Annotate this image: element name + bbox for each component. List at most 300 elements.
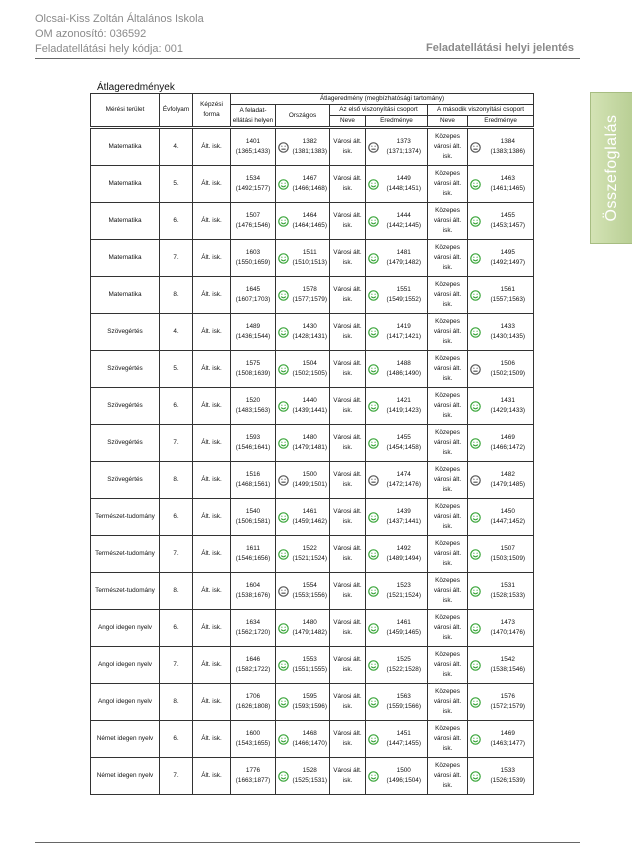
cell-group2-result xyxy=(483,277,534,314)
col-header-group2-result: Eredménye xyxy=(468,116,534,128)
cell-group1-name: Városi ált. isk. xyxy=(330,314,366,351)
site-value: 1489 xyxy=(245,323,261,330)
cell-group1-name: Városi ált. isk. xyxy=(330,499,366,536)
report-title: Feladatellátási helyi jelentés xyxy=(426,42,574,54)
national-comparison-icon xyxy=(276,166,291,203)
section-title: Átlageredmények xyxy=(97,82,175,93)
group1-interval: (1417;1421) xyxy=(386,333,421,340)
cell-site-result xyxy=(231,128,276,166)
group1-comparison-icon xyxy=(366,277,381,314)
site-value: 1603 xyxy=(245,249,261,256)
cell-grade: 7. xyxy=(160,240,193,277)
group1-comparison-icon xyxy=(366,314,381,351)
cell-group1-result xyxy=(381,351,428,388)
cell-form: Ált. isk. xyxy=(193,203,231,240)
cell-group1-name: Városi ált. isk. xyxy=(330,462,366,499)
cell-grade: 4. xyxy=(160,314,193,351)
site-interval: (1546;1641) xyxy=(235,444,271,451)
national-value: 1553 xyxy=(302,656,317,663)
group2-interval: (1453;1457) xyxy=(490,222,526,229)
cell-site-result xyxy=(231,536,276,573)
site-value: 1600 xyxy=(245,730,261,737)
cell-group1-name: Városi ált. isk. xyxy=(330,203,366,240)
cell-form: Ált. isk. xyxy=(193,425,231,462)
group1-comparison-icon xyxy=(366,203,381,240)
cell-grade: 7. xyxy=(160,647,193,684)
group1-value: 1492 xyxy=(396,545,411,552)
site-value: 1776 xyxy=(245,767,261,774)
group2-interval: (1557;1563) xyxy=(490,296,526,303)
col-header-site: A feladat-ellátási helyen xyxy=(231,105,276,128)
cell-grade: 6. xyxy=(160,499,193,536)
national-comparison-icon xyxy=(276,277,291,314)
cell-group1-result xyxy=(381,128,428,166)
cell-group1-name: Városi ált. isk. xyxy=(330,610,366,647)
cell-group1-result xyxy=(381,647,428,684)
cell-site-result xyxy=(231,462,276,499)
group2-comparison-icon xyxy=(468,277,483,314)
national-interval: (1381;1383) xyxy=(292,148,327,155)
group1-comparison-icon xyxy=(366,499,381,536)
group2-value: 1533 xyxy=(500,767,515,774)
cell-group2-name: Közepes városi ált. isk. xyxy=(428,203,468,240)
national-interval: (1577;1579) xyxy=(292,296,327,303)
group1-interval: (1479;1482) xyxy=(386,259,421,266)
group1-comparison-icon xyxy=(366,240,381,277)
cell-group2-result xyxy=(483,314,534,351)
col-header-group1: Az első viszonyítási csoport xyxy=(330,105,428,116)
school-name: Olcsai-Kiss Zoltán Általános Iskola xyxy=(35,13,204,25)
cell-site-result xyxy=(231,277,276,314)
cell-group1-name: Városi ált. isk. xyxy=(330,647,366,684)
cell-group1-name: Városi ált. isk. xyxy=(330,277,366,314)
site-interval: (1607;1703) xyxy=(235,296,271,303)
group1-comparison-icon xyxy=(366,166,381,203)
cell-group1-result xyxy=(381,721,428,758)
table-row xyxy=(91,499,534,536)
cell-group2-name: Közepes városi ált. isk. xyxy=(428,758,468,795)
national-interval: (1499;1501) xyxy=(292,481,327,488)
group2-comparison-icon xyxy=(468,462,483,499)
cell-national-result xyxy=(291,684,330,721)
cell-area: Német idegen nyelv xyxy=(91,721,160,758)
group1-interval: (1559;1566) xyxy=(386,703,421,710)
national-interval: (1525;1531) xyxy=(292,777,327,784)
group2-comparison-icon xyxy=(468,240,483,277)
cell-group1-result xyxy=(381,388,428,425)
table-row xyxy=(91,758,534,795)
site-value: 1611 xyxy=(246,545,260,552)
cell-group1-result xyxy=(381,536,428,573)
national-comparison-icon xyxy=(276,684,291,721)
group1-value: 1500 xyxy=(396,767,411,774)
group2-comparison-icon xyxy=(468,314,483,351)
summary-tab[interactable] xyxy=(590,92,632,244)
group1-interval: (1522;1528) xyxy=(386,666,421,673)
cell-group2-name: Közepes városi ált. isk. xyxy=(428,499,468,536)
cell-group2-name: Közepes városi ált. isk. xyxy=(428,240,468,277)
site-value: 1540 xyxy=(245,508,261,515)
cell-group2-name: Közepes városi ált. isk. xyxy=(428,277,468,314)
cell-site-result xyxy=(231,351,276,388)
national-value: 1480 xyxy=(302,434,317,441)
site-interval: (1582;1722) xyxy=(235,666,271,673)
cell-form: Ált. isk. xyxy=(193,758,231,795)
group2-comparison-icon xyxy=(468,166,483,203)
cell-group2-result xyxy=(483,462,534,499)
table-row xyxy=(91,647,534,684)
national-comparison-icon xyxy=(276,351,291,388)
group1-interval: (1448;1451) xyxy=(386,185,421,192)
cell-group2-name: Közepes városi ált. isk. xyxy=(428,314,468,351)
cell-national-result xyxy=(291,462,330,499)
cell-group2-result xyxy=(483,573,534,610)
national-interval: (1428;1431) xyxy=(292,333,327,340)
col-header-area: Mérési terület xyxy=(91,94,160,128)
cell-grade: 7. xyxy=(160,425,193,462)
col-header-group1-name: Neve xyxy=(330,116,366,128)
cell-grade: 7. xyxy=(160,758,193,795)
cell-area: Angol idegen nyelv xyxy=(91,684,160,721)
cell-grade: 5. xyxy=(160,166,193,203)
group1-value: 1439 xyxy=(396,508,411,515)
cell-grade: 8. xyxy=(160,462,193,499)
group2-value: 1431 xyxy=(500,397,515,404)
cell-group1-result xyxy=(381,240,428,277)
cell-group2-result xyxy=(483,128,534,166)
results-body xyxy=(91,128,534,795)
table-row xyxy=(91,610,534,647)
col-header-national: Országos xyxy=(276,105,330,128)
cell-national-result xyxy=(291,721,330,758)
cell-group1-result xyxy=(381,462,428,499)
group1-value: 1419 xyxy=(396,323,411,330)
site-value: 1401 xyxy=(245,138,261,145)
cell-form: Ált. isk. xyxy=(193,128,231,166)
group1-value: 1461 xyxy=(396,619,411,626)
cell-group2-name: Közepes városi ált. isk. xyxy=(428,351,468,388)
group2-value: 1433 xyxy=(500,323,515,330)
cell-group2-result xyxy=(483,425,534,462)
cell-group2-result xyxy=(483,758,534,795)
cell-group1-result xyxy=(381,499,428,536)
group2-value: 1455 xyxy=(500,212,515,219)
cell-national-result xyxy=(291,647,330,684)
group2-interval: (1383;1386) xyxy=(490,148,526,155)
cell-form: Ált. isk. xyxy=(193,351,231,388)
group2-comparison-icon xyxy=(468,721,483,758)
table-row xyxy=(91,684,534,721)
group2-interval: (1466;1472) xyxy=(490,444,526,451)
site-interval: (1663;1877) xyxy=(235,777,271,784)
table-row xyxy=(91,128,534,166)
group2-comparison-icon xyxy=(468,425,483,462)
national-comparison-icon xyxy=(276,499,291,536)
site-interval: (1468;1561) xyxy=(235,481,271,488)
group1-interval: (1521;1524) xyxy=(386,592,421,599)
cell-group2-result xyxy=(483,240,534,277)
national-interval: (1466;1468) xyxy=(292,185,327,192)
site-value: 1520 xyxy=(245,397,261,404)
group2-comparison-icon xyxy=(468,647,483,684)
group1-comparison-icon xyxy=(366,462,381,499)
group1-interval: (1489;1494) xyxy=(386,555,421,562)
col-header-group1-result: Eredménye xyxy=(366,116,428,128)
site-value: 1516 xyxy=(245,471,261,478)
header-divider xyxy=(35,58,580,59)
site-interval: (1365;1433) xyxy=(235,148,271,155)
cell-area: Szövegértés xyxy=(91,462,160,499)
cell-group1-result xyxy=(381,573,428,610)
site-interval: (1492;1577) xyxy=(235,185,271,192)
cell-grade: 8. xyxy=(160,684,193,721)
national-value: 1578 xyxy=(302,286,317,293)
group2-value: 1507 xyxy=(500,545,515,552)
cell-site-result xyxy=(231,758,276,795)
site-value: 1604 xyxy=(245,582,261,589)
national-value: 1480 xyxy=(302,619,317,626)
group1-comparison-icon xyxy=(366,128,381,166)
site-interval: (1562;1720) xyxy=(235,629,271,636)
national-comparison-icon xyxy=(276,388,291,425)
cell-group1-name: Városi ált. isk. xyxy=(330,721,366,758)
col-header-average: Átlageredmény (megbízhatósági tartomány) xyxy=(231,94,534,105)
group2-interval: (1526;1539) xyxy=(490,777,526,784)
cell-national-result xyxy=(291,277,330,314)
group2-interval: (1461;1465) xyxy=(490,185,526,192)
national-interval: (1521;1524) xyxy=(292,555,327,562)
national-interval: (1439;1441) xyxy=(292,407,327,414)
group1-comparison-icon xyxy=(366,610,381,647)
national-comparison-icon xyxy=(276,758,291,795)
cell-national-result xyxy=(291,536,330,573)
cell-group2-name: Közepes városi ált. isk. xyxy=(428,647,468,684)
group2-interval: (1470;1476) xyxy=(490,629,526,636)
cell-form: Ált. isk. xyxy=(193,610,231,647)
group1-comparison-icon xyxy=(366,536,381,573)
cell-group1-name: Városi ált. isk. xyxy=(330,536,366,573)
cell-grade: 6. xyxy=(160,610,193,647)
site-value: 1534 xyxy=(245,175,261,182)
cell-site-result xyxy=(231,240,276,277)
footer-divider xyxy=(35,842,580,843)
cell-group1-result xyxy=(381,758,428,795)
site-value: 1646 xyxy=(245,656,261,663)
cell-national-result xyxy=(291,128,330,166)
group1-comparison-icon xyxy=(366,647,381,684)
group1-comparison-icon xyxy=(366,684,381,721)
group2-value: 1384 xyxy=(500,138,515,145)
site-interval: (1508;1639) xyxy=(235,370,271,377)
group1-value: 1551 xyxy=(396,286,411,293)
national-value: 1440 xyxy=(302,397,317,404)
cell-group2-name: Közepes városi ált. isk. xyxy=(428,388,468,425)
cell-national-result xyxy=(291,388,330,425)
site-interval: (1626;1808) xyxy=(235,703,271,710)
cell-site-result xyxy=(231,203,276,240)
cell-area: Matematika xyxy=(91,166,160,203)
cell-form: Ált. isk. xyxy=(193,388,231,425)
cell-grade: 4. xyxy=(160,128,193,166)
group2-value: 1576 xyxy=(500,693,515,700)
cell-group1-result xyxy=(381,166,428,203)
group2-comparison-icon xyxy=(468,610,483,647)
cell-group1-result xyxy=(381,314,428,351)
cell-area: Matematika xyxy=(91,240,160,277)
group1-interval: (1472;1476) xyxy=(386,481,421,488)
site-interval: (1506;1581) xyxy=(235,518,271,525)
group2-interval: (1503;1509) xyxy=(490,555,526,562)
table-row xyxy=(91,462,534,499)
cell-grade: 8. xyxy=(160,573,193,610)
cell-area: Angol idegen nyelv xyxy=(91,647,160,684)
group1-comparison-icon xyxy=(366,388,381,425)
national-interval: (1510;1513) xyxy=(292,259,327,266)
national-interval: (1593;1596) xyxy=(292,703,327,710)
group1-value: 1451 xyxy=(396,730,411,737)
cell-group2-result xyxy=(483,499,534,536)
group1-interval: (1549;1552) xyxy=(386,296,421,303)
group1-interval: (1442;1445) xyxy=(386,222,421,229)
group1-value: 1481 xyxy=(396,249,411,256)
cell-group2-name: Közepes városi ált. isk. xyxy=(428,128,468,166)
group1-value: 1474 xyxy=(396,471,411,478)
cell-site-result xyxy=(231,499,276,536)
group1-interval: (1496;1504) xyxy=(386,777,421,784)
group2-comparison-icon xyxy=(468,203,483,240)
page-header xyxy=(35,12,204,57)
cell-group2-result xyxy=(483,351,534,388)
national-interval: (1479;1482) xyxy=(292,629,327,636)
cell-group2-result xyxy=(483,647,534,684)
cell-area: Természet-tudomány xyxy=(91,499,160,536)
group2-interval: (1502;1509) xyxy=(490,370,526,377)
site-interval: (1550;1659) xyxy=(235,259,271,266)
national-interval: (1466;1470) xyxy=(292,740,327,747)
group2-value: 1561 xyxy=(500,286,515,293)
cell-group2-name: Közepes városi ált. isk. xyxy=(428,684,468,721)
cell-area: Természet-tudomány xyxy=(91,573,160,610)
cell-group2-result xyxy=(483,388,534,425)
table-row xyxy=(91,203,534,240)
national-comparison-icon xyxy=(276,425,291,462)
group2-value: 1542 xyxy=(500,656,515,663)
cell-site-result xyxy=(231,166,276,203)
cell-grade: 6. xyxy=(160,388,193,425)
cell-area: Szövegértés xyxy=(91,425,160,462)
table-row xyxy=(91,166,534,203)
national-comparison-icon xyxy=(276,610,291,647)
cell-site-result xyxy=(231,314,276,351)
site-code: Feladatellátási hely kódja: 001 xyxy=(35,43,183,55)
cell-form: Ált. isk. xyxy=(193,499,231,536)
national-comparison-icon xyxy=(276,573,291,610)
site-interval: (1546;1656) xyxy=(235,555,271,562)
group2-comparison-icon xyxy=(468,758,483,795)
cell-area: Természet-tudomány xyxy=(91,536,160,573)
group2-comparison-icon xyxy=(468,388,483,425)
group1-value: 1444 xyxy=(396,212,411,219)
cell-group1-name: Városi ált. isk. xyxy=(330,758,366,795)
group1-interval: (1371;1374) xyxy=(386,148,421,155)
group1-value: 1449 xyxy=(396,175,411,182)
cell-area: Szövegértés xyxy=(91,351,160,388)
table-row xyxy=(91,425,534,462)
national-interval: (1479;1481) xyxy=(292,444,327,451)
group1-comparison-icon xyxy=(366,758,381,795)
group1-comparison-icon xyxy=(366,425,381,462)
cell-group2-name: Közepes városi ált. isk. xyxy=(428,166,468,203)
group2-value: 1463 xyxy=(500,175,515,182)
national-value: 1461 xyxy=(302,508,317,515)
group1-interval: (1454;1458) xyxy=(386,444,421,451)
col-header-grade: Évfolyam xyxy=(160,94,193,128)
cell-group1-name: Városi ált. isk. xyxy=(330,240,366,277)
national-interval: (1464;1465) xyxy=(292,222,327,229)
cell-form: Ált. isk. xyxy=(193,462,231,499)
group1-comparison-icon xyxy=(366,721,381,758)
cell-form: Ált. isk. xyxy=(193,647,231,684)
group2-interval: (1463;1477) xyxy=(490,740,526,747)
cell-grade: 8. xyxy=(160,277,193,314)
group1-value: 1563 xyxy=(396,693,411,700)
national-value: 1522 xyxy=(302,545,317,552)
site-value: 1634 xyxy=(245,619,261,626)
results-table xyxy=(90,93,534,795)
cell-group2-name: Közepes városi ált. isk. xyxy=(428,425,468,462)
national-value: 1468 xyxy=(302,730,317,737)
group2-interval: (1572;1579) xyxy=(490,703,526,710)
cell-form: Ált. isk. xyxy=(193,536,231,573)
group2-value: 1450 xyxy=(500,508,515,515)
cell-group2-name: Közepes városi ált. isk. xyxy=(428,462,468,499)
cell-group2-result xyxy=(483,536,534,573)
cell-group2-result xyxy=(483,610,534,647)
cell-area: Matematika xyxy=(91,277,160,314)
group2-comparison-icon xyxy=(468,351,483,388)
national-interval: (1459;1462) xyxy=(292,518,327,525)
national-value: 1511 xyxy=(302,249,317,256)
cell-group1-name: Városi ált. isk. xyxy=(330,425,366,462)
cell-group2-result xyxy=(483,721,534,758)
site-interval: (1543;1655) xyxy=(235,740,271,747)
cell-national-result xyxy=(291,610,330,647)
cell-national-result xyxy=(291,573,330,610)
cell-national-result xyxy=(291,166,330,203)
group2-interval: (1430;1435) xyxy=(490,333,526,340)
cell-group1-name: Városi ált. isk. xyxy=(330,388,366,425)
group2-value: 1469 xyxy=(500,730,515,737)
national-value: 1430 xyxy=(302,323,317,330)
group1-interval: (1486;1490) xyxy=(386,370,421,377)
cell-group2-name: Közepes városi ált. isk. xyxy=(428,536,468,573)
table-row xyxy=(91,240,534,277)
cell-site-result xyxy=(231,610,276,647)
group1-value: 1373 xyxy=(396,138,411,145)
group2-interval: (1528;1533) xyxy=(490,592,526,599)
cell-group2-name: Közepes városi ált. isk. xyxy=(428,610,468,647)
group2-value: 1469 xyxy=(500,434,515,441)
cell-area: Német idegen nyelv xyxy=(91,758,160,795)
group1-comparison-icon xyxy=(366,573,381,610)
group1-interval: (1419;1423) xyxy=(386,407,421,414)
national-value: 1504 xyxy=(302,360,317,367)
table-row xyxy=(91,351,534,388)
cell-site-result xyxy=(231,684,276,721)
group1-value: 1523 xyxy=(396,582,411,589)
group2-interval: (1429;1433) xyxy=(490,407,526,414)
national-value: 1528 xyxy=(302,767,317,774)
